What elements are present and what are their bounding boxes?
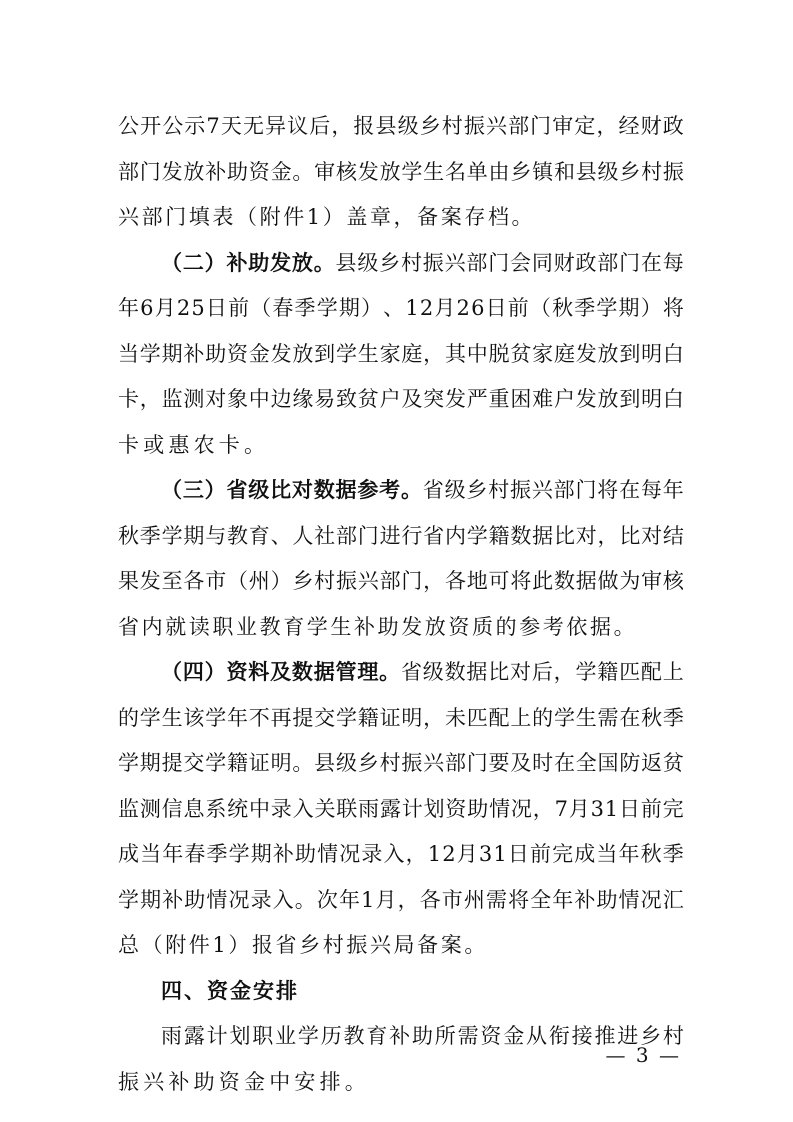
text-line: 果 发 至 各 市 （ 州 ） 乡 村 振 兴 部 门 ， 各 地 可 将 此 数 据 做 为 审 核 (118, 569, 684, 593)
text-line: 学 期 提 交 学 籍 证 明 。 县 级 乡 村 振 兴 部 门 要 及 时 在 全 国 防 返 贫 (118, 751, 684, 775)
text-line: 部 门 发 放 补 助 资 金 。 审 核 发 放 学 生 名 单 由 乡 镇 和 县 级 乡 村 振 (118, 160, 684, 184)
text-line: 监 测 信 息 系 统 中 录 入 关 联 雨 露 计 划 资 助 情 况 ， 7 月 3 1 日 前 完 (118, 797, 684, 821)
paragraph-first-line: （ 四 ） 资 料 及 数 据 管 理 。 省 级 数 据 比 对 后 ， 学 籍 匹 配 上 (161, 660, 684, 684)
text-line: 公 开 公 示 7 天 无 异 议 后 ， 报 县 级 乡 村 振 兴 部 门 审 定 ， 经 财 政 (118, 114, 684, 138)
section-heading: 四、资金安排 (161, 979, 299, 1003)
text-line: 总（附件1）报省乡村振兴局备案。 (118, 933, 488, 957)
text-line: 兴部门填表（附件1）盖章，备案存档。 (118, 205, 536, 229)
page-number: — 3 — (605, 1043, 681, 1067)
paragraph-first-line: （ 二 ） 补 助 发 放 。 县 级 乡 村 振 兴 部 门 会 同 财 政 部 门 在 每 (161, 251, 684, 275)
text-line: 学 期 补 助 情 况 录 入 。 次 年 1 月 ， 各 市 州 需 将 全 年 补 助 情 况 汇 (118, 888, 684, 912)
text-line: 的 学 生 该 学 年 不 再 提 交 学 籍 证 明 ， 未 匹 配 上 的 学 生 需 在 秋 季 (118, 706, 684, 730)
text-line: 雨 露 计 划 职 业 学 历 教 育 补 助 所 需 资 金 从 衔 接 推 进 乡 村 (161, 1024, 684, 1048)
text-line: 卡 ， 监 测 对 象 中 边 缘 易 致 贫 户 及 突 发 严 重 困 难 户 发 放 到 明 白 (118, 387, 684, 411)
paragraph-first-line: （ 三 ） 省 级 比 对 数 据 参 考 。 省 级 乡 村 振 兴 部 门 将 在 每 年 (161, 478, 684, 502)
text-line: 振兴补助资金中安排。 (118, 1070, 370, 1094)
text-line: 成 当 年 春 季 学 期 补 助 情 况 录 入 ， 1 2 月 3 1 日 前 完 成 当 年 秋 季 (118, 842, 684, 866)
text-line: 省内就读职业教育学生补助发放资质的参考依据。 (118, 615, 638, 639)
text-line: 卡或惠农卡。 (118, 433, 270, 457)
text-line: 年 6 月 2 5 日 前 （ 春 季 学 期 ） 、 1 2 月 2 6 日 前 （ 秋 季 学 期 ） 将 (118, 296, 684, 320)
text-line: 当 学 期 补 助 资 金 发 放 到 学 生 家 庭 ， 其 中 脱 贫 家 庭 发 放 到 明 白 (118, 342, 684, 366)
text-line: 秋 季 学 期 与 教 育 、 人 社 部 门 进 行 省 内 学 籍 数 据 比 对 ， 比 对 结 (118, 524, 684, 548)
